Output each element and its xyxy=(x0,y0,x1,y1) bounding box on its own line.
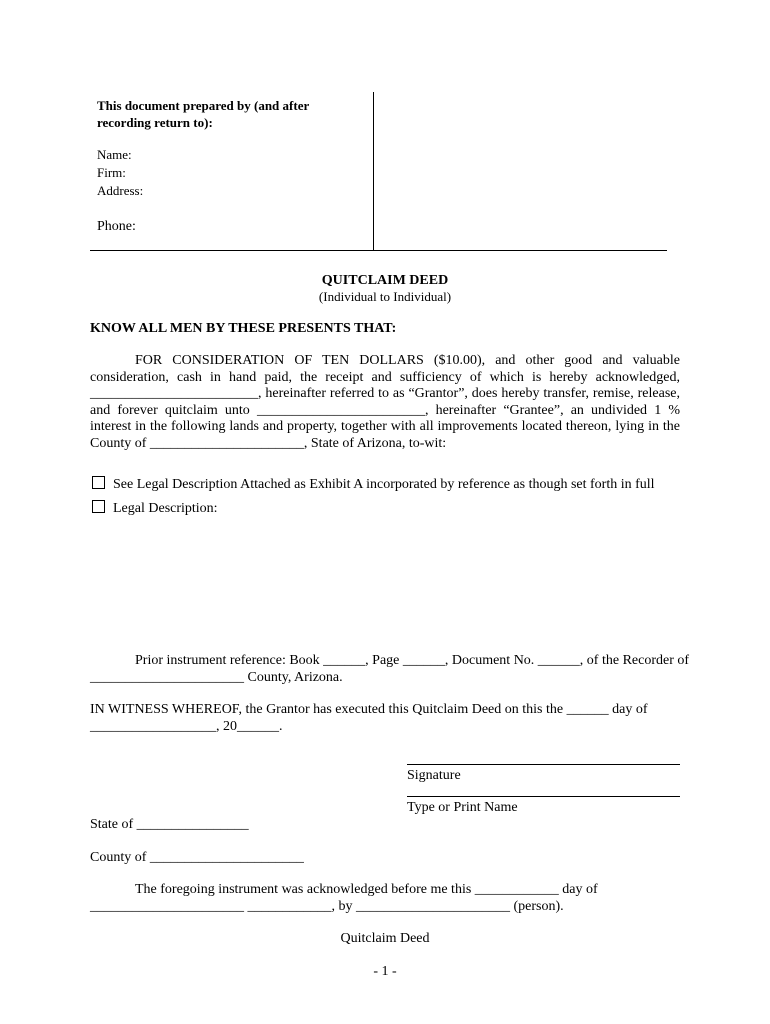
page-number: - 1 - xyxy=(373,964,397,979)
consideration-line-6: County of ______________________, State of Arizona, to-wit: xyxy=(90,436,447,451)
phone-label: Phone: xyxy=(97,219,136,234)
consideration-line-2: consideration, cash in hand paid, the receipt and sufficiency of which is hereby acknowledged, xyxy=(90,370,680,385)
county-of-line: County of ______________________ xyxy=(90,850,304,865)
legal-description-option[interactable] xyxy=(92,500,218,517)
print-name-line xyxy=(407,796,680,797)
prior-instrument-line-1: Prior instrument reference: Book ______, Page ______, Document No. ______, of the Recorder of xyxy=(135,653,690,668)
consideration-line-1: FOR CONSIDERATION OF TEN DOLLARS ($10.00), and other good and valuable xyxy=(135,353,680,368)
signature-line xyxy=(407,764,680,765)
exhibit-checkbox[interactable] xyxy=(92,476,105,489)
consideration-line-3: ________________________, hereinafter referred to as “Grantor”, does hereby transfer, remise, release, xyxy=(90,386,680,401)
consideration-line-4: and forever quitclaim unto ________________________, hereinafter “Grantee”, an undivided 1 % xyxy=(90,403,680,418)
acknowledgment-line-1: The foregoing instrument was acknowledged before me this ____________ day of xyxy=(135,882,598,897)
exhibit-option-label: See Legal Description Attached as Exhibit A incorporated by reference as though set forth in full xyxy=(113,477,655,492)
exhibit-option[interactable] xyxy=(92,476,655,493)
firm-label: Firm: xyxy=(97,165,126,180)
name-label: Name: xyxy=(97,147,132,162)
page-subtitle: (Individual to Individual) xyxy=(318,289,452,304)
acknowledgment-line-2: ______________________ ____________, by ______________________ (person). xyxy=(90,899,564,914)
prepared-by-label: This document prepared by (and after recording return to): xyxy=(97,98,309,130)
legal-description-checkbox[interactable] xyxy=(92,500,105,513)
legal-description-label: Legal Description: xyxy=(113,501,218,516)
page-title: QUITCLAIM DEED xyxy=(321,273,449,288)
prior-instrument-line-2: ______________________ County, Arizona. xyxy=(90,670,343,685)
address-label: Address: xyxy=(97,183,144,198)
header-divider xyxy=(90,250,667,251)
witness-line-2: __________________, 20______. xyxy=(90,719,283,734)
print-name-label: Type or Print Name xyxy=(407,800,518,815)
witness-line-1: IN WITNESS WHEREOF, the Grantor has executed this Quitclaim Deed on this the ______ day of xyxy=(90,702,648,717)
state-of-line: State of ________________ xyxy=(90,817,249,832)
consideration-line-5: interest in the following lands and property, together with all improvements located thereon, lying in the xyxy=(90,419,680,434)
footer-doc-name: Quitclaim Deed xyxy=(340,931,430,946)
know-all-heading: KNOW ALL MEN BY THESE PRESENTS THAT: xyxy=(90,321,397,336)
signature-label: Signature xyxy=(407,768,461,783)
